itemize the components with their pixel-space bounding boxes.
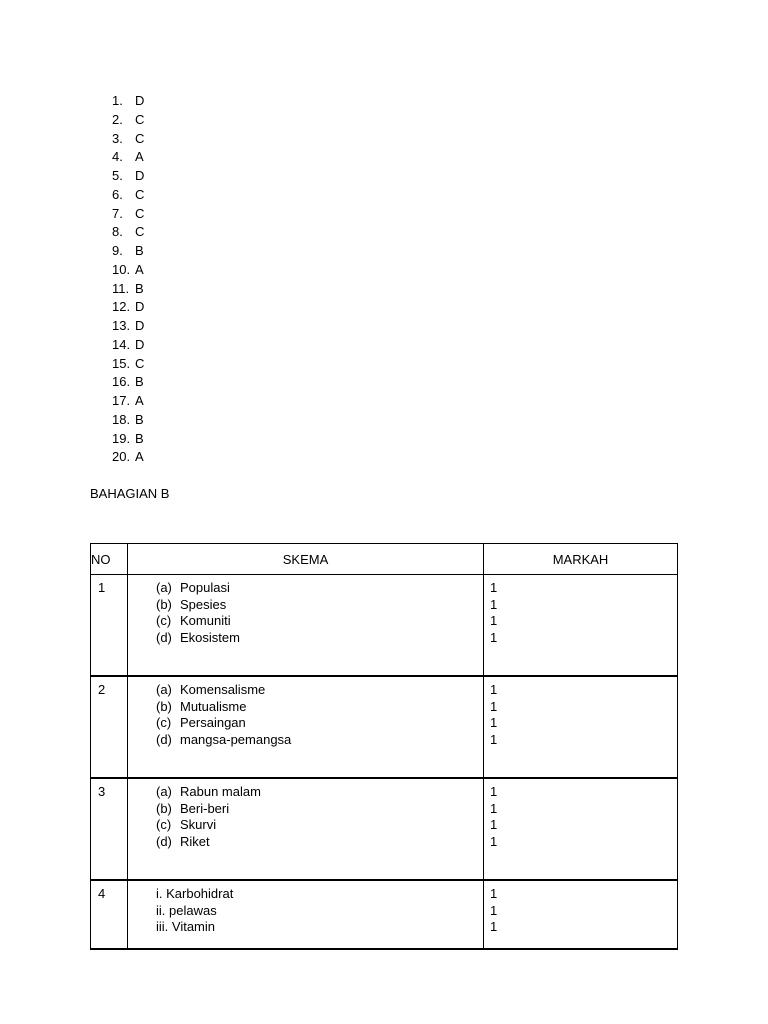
scheme-cell (128, 880, 484, 949)
table-row (91, 575, 678, 677)
answer-item (112, 111, 144, 130)
answer-choice: C (135, 224, 145, 240)
scheme-item (156, 613, 483, 630)
item-text: Rabun malam (180, 784, 261, 799)
scheme-item (156, 784, 483, 801)
scheme-item (156, 817, 483, 834)
answer-choice: D (135, 299, 145, 315)
mark-value: 1 (490, 596, 498, 612)
scheme-item (156, 715, 483, 732)
answer-number: 6. (112, 186, 123, 202)
answer-item (112, 336, 144, 355)
answer-item (112, 205, 144, 224)
answer-choice: C (135, 111, 145, 127)
marking-scheme-table (90, 543, 678, 950)
answer-number: 17. (112, 393, 131, 408)
answer-choice: C (135, 130, 145, 146)
answer-choice: B (135, 411, 144, 427)
scheme-cell (128, 575, 484, 677)
item-label: (b) (156, 698, 172, 714)
answer-number: 1. (112, 93, 123, 108)
mark-value: 1 (490, 833, 498, 849)
answer-number: 20. (112, 449, 131, 465)
table-row (91, 880, 678, 949)
answer-item (112, 373, 144, 392)
scheme-item (156, 597, 483, 614)
answer-number: 9. (112, 243, 123, 258)
mark-value: 1 (490, 613, 498, 628)
scheme-item (156, 699, 483, 716)
answer-item (112, 186, 144, 205)
item-label: (c) (156, 715, 172, 730)
answer-item (112, 242, 144, 261)
mark-value: 1 (490, 919, 498, 934)
answer-choice: D (135, 336, 145, 352)
answer-number: 3. (112, 130, 123, 146)
answer-number: 16. (112, 374, 131, 390)
scheme-item (156, 630, 483, 647)
scheme-item (156, 682, 483, 699)
mark-value: 1 (490, 580, 498, 595)
answer-list (112, 92, 144, 467)
answer-choice: B (135, 280, 144, 296)
scheme-item (156, 886, 483, 903)
item-text: Komuniti (180, 613, 231, 628)
mark-value: 1 (490, 902, 498, 918)
answer-item (112, 148, 144, 167)
item-label: (b) (156, 596, 172, 612)
marks-cell (484, 880, 678, 949)
item-label: (b) (156, 800, 172, 816)
item-text: Spesies (180, 596, 227, 612)
answer-number: 2. (112, 111, 123, 127)
answer-number: 14. (112, 336, 131, 352)
answer-choice: D (135, 318, 145, 333)
answer-item (112, 317, 144, 336)
answer-item (112, 448, 144, 467)
answer-item (112, 355, 144, 374)
answer-number: 19. (112, 430, 131, 446)
item-label: (c) (156, 817, 172, 832)
answer-choice: B (135, 430, 144, 446)
mark-value: 1 (490, 715, 498, 730)
mark-value: 1 (490, 682, 498, 697)
answer-choice: A (135, 261, 144, 277)
table-row (91, 676, 678, 778)
item-label: (a) (156, 682, 172, 697)
answer-number: 5. (112, 168, 123, 183)
mark-value: 1 (490, 800, 498, 816)
table-header-row (91, 544, 678, 575)
answer-item (112, 411, 144, 430)
header-skema: SKEMA (128, 544, 484, 575)
answer-item (112, 223, 144, 242)
table-row (91, 778, 678, 880)
mark-value: 1 (490, 784, 498, 799)
answer-item (112, 130, 144, 149)
item-label: (a) (156, 784, 172, 799)
answer-item (112, 167, 144, 186)
scheme-item (156, 732, 483, 749)
answer-choice: A (135, 449, 144, 465)
answer-choice: A (135, 149, 144, 165)
answer-item (112, 430, 144, 449)
item-text: i. Karbohidrat (156, 886, 234, 901)
answer-item (112, 280, 144, 299)
question-number: 4 (91, 880, 128, 949)
item-text: Skurvi (180, 817, 217, 832)
answer-item (112, 92, 144, 111)
item-label: (a) (156, 580, 172, 595)
answer-choice: D (135, 168, 145, 183)
answer-choice: C (135, 205, 145, 221)
header-markah: MARKAH (484, 544, 678, 575)
mark-value: 1 (490, 817, 498, 832)
item-text: mangsa-pemangsa (180, 731, 292, 747)
answer-number: 18. (112, 411, 131, 427)
mark-value: 1 (490, 886, 498, 901)
scheme-item (156, 801, 483, 818)
marks-cell (484, 676, 678, 778)
item-text: Mutualisme (180, 698, 247, 714)
answer-number: 8. (112, 224, 123, 240)
answer-choice: C (135, 355, 145, 371)
section-title: BAHAGIAN B (90, 486, 170, 501)
answer-choice: B (135, 243, 144, 258)
item-label: (d) (156, 731, 172, 747)
answer-choice: D (135, 93, 145, 108)
item-label: (d) (156, 629, 172, 645)
marks-cell (484, 575, 678, 677)
answer-number: 15. (112, 355, 131, 371)
answer-item (112, 298, 144, 317)
answer-choice: B (135, 374, 144, 390)
item-text: Beri-beri (180, 800, 230, 816)
answer-number: 4. (112, 149, 123, 165)
answer-item (112, 261, 144, 280)
answer-number: 10. (112, 261, 131, 277)
item-text: Persaingan (180, 715, 246, 730)
scheme-cell (128, 676, 484, 778)
answer-number: 7. (112, 205, 123, 221)
question-number: 3 (91, 778, 128, 880)
header-no: NO (91, 544, 128, 575)
answer-number: 11. (112, 280, 130, 296)
scheme-item (156, 903, 483, 920)
mark-value: 1 (490, 629, 498, 645)
item-text: iii. Vitamin (156, 919, 216, 934)
item-label: (c) (156, 613, 172, 628)
question-number: 2 (91, 676, 128, 778)
item-text: Populasi (180, 580, 230, 595)
scheme-item (156, 580, 483, 597)
mark-value: 1 (490, 698, 498, 714)
scheme-item (156, 919, 483, 936)
item-text: Komensalisme (180, 682, 266, 697)
answer-number: 12. (112, 299, 131, 315)
scheme-item (156, 834, 483, 851)
scheme-cell (128, 778, 484, 880)
answer-item (112, 392, 144, 411)
answer-choice: A (135, 393, 144, 408)
answer-choice: C (135, 186, 145, 202)
marks-cell (484, 778, 678, 880)
item-text: ii. pelawas (156, 902, 217, 918)
item-text: Ekosistem (180, 629, 240, 645)
item-label: (d) (156, 833, 172, 849)
item-text: Riket (180, 833, 210, 849)
mark-value: 1 (490, 731, 498, 747)
answer-number: 13. (112, 318, 131, 333)
question-number: 1 (91, 575, 128, 677)
